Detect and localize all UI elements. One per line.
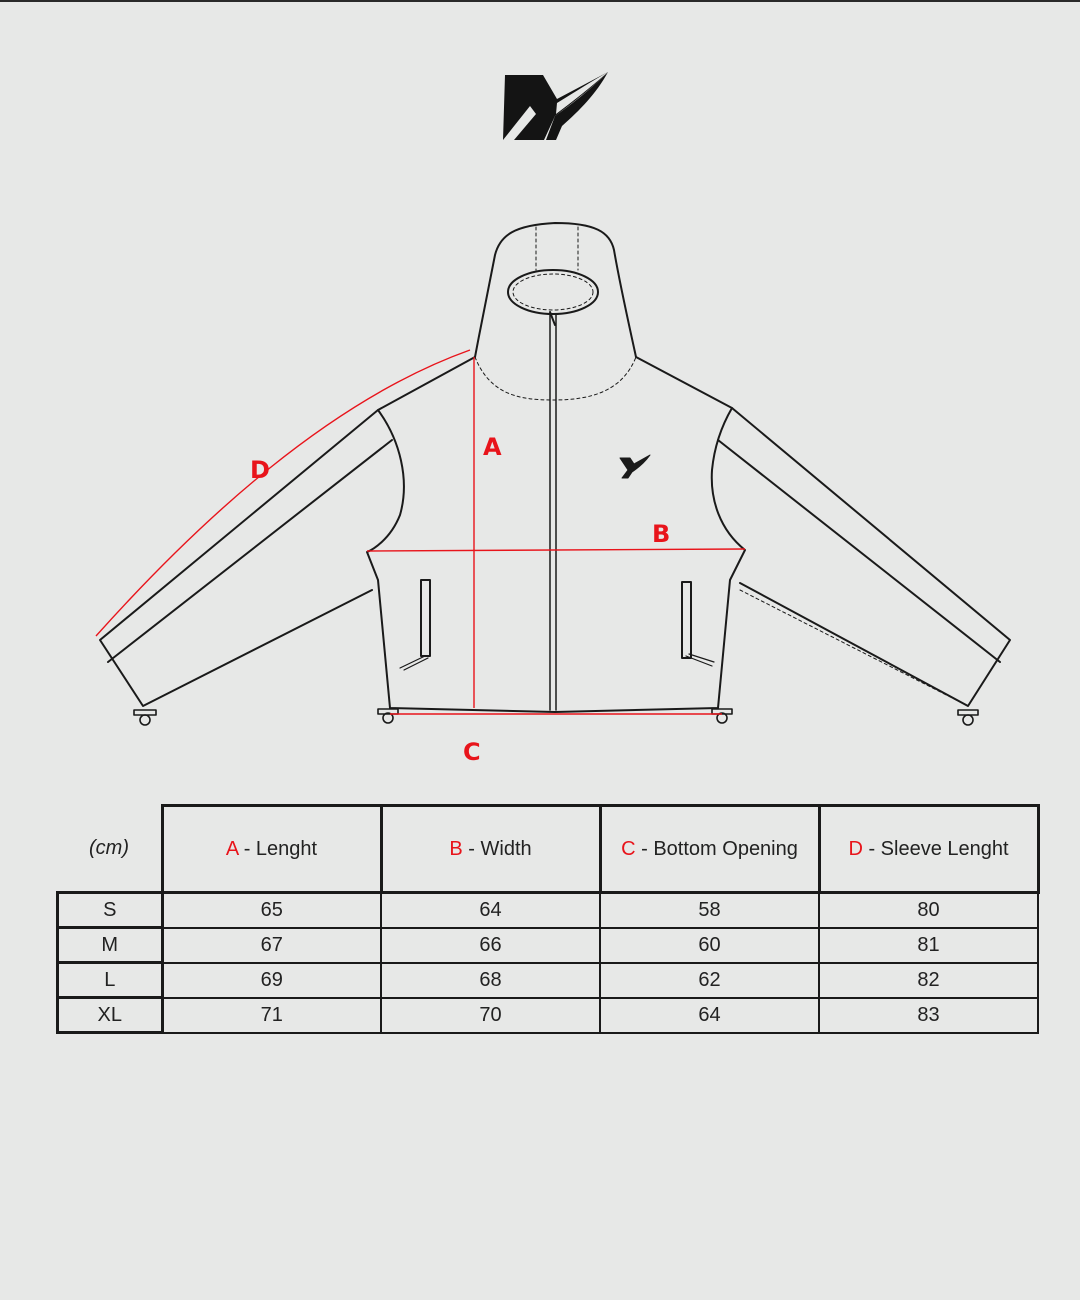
table-cell: 64 [600, 998, 819, 1033]
brand-logo-icon [500, 68, 615, 143]
size-label: M [58, 928, 163, 963]
table-cell: 62 [600, 963, 819, 998]
measure-line-b [367, 549, 745, 551]
table-cell: 58 [600, 893, 819, 928]
left-sleeve [100, 410, 378, 706]
table-cell: 66 [381, 928, 600, 963]
table-cell: 81 [819, 928, 1038, 963]
table-row [58, 998, 1039, 1033]
table-cell: 70 [381, 998, 600, 1033]
table-header-row [58, 806, 1039, 893]
table-cell: 83 [819, 998, 1038, 1033]
size-table [56, 804, 1040, 1034]
label-b: B [652, 520, 671, 548]
table-row [58, 893, 1039, 928]
table-cell: 80 [819, 893, 1038, 928]
chest-logo-icon [620, 455, 650, 478]
table-cell: 68 [381, 963, 600, 998]
label-c: C [463, 738, 481, 766]
right-sleeve [732, 408, 1010, 706]
right-pocket [682, 582, 691, 658]
col-header-length: A - Lenght [162, 806, 381, 893]
size-label: XL [58, 998, 163, 1033]
top-rule [0, 0, 1080, 2]
table-cell: 82 [819, 963, 1038, 998]
col-header-bottom-opening: C - Bottom Opening [600, 806, 819, 893]
measure-line-d [96, 350, 470, 636]
label-d: D [250, 456, 270, 484]
col-header-width: B - Width [381, 806, 600, 893]
table-cell: 60 [600, 928, 819, 963]
center-zipper [550, 315, 556, 710]
hood-opening [508, 270, 598, 314]
jacket-diagram [0, 200, 1080, 790]
table-cell: 67 [162, 928, 381, 963]
left-pocket [421, 580, 430, 656]
table-row [58, 963, 1039, 998]
col-header-sleeve-length: D - Sleeve Lenght [819, 806, 1038, 893]
size-label: L [58, 963, 163, 998]
table-row [58, 928, 1039, 963]
table-cell: 64 [381, 893, 600, 928]
table-cell: 65 [162, 893, 381, 928]
table-cell: 69 [162, 963, 381, 998]
table-cell: 71 [162, 998, 381, 1033]
size-label: S [58, 893, 163, 928]
unit-label: (cm) [89, 836, 129, 859]
label-a: A [483, 433, 502, 461]
